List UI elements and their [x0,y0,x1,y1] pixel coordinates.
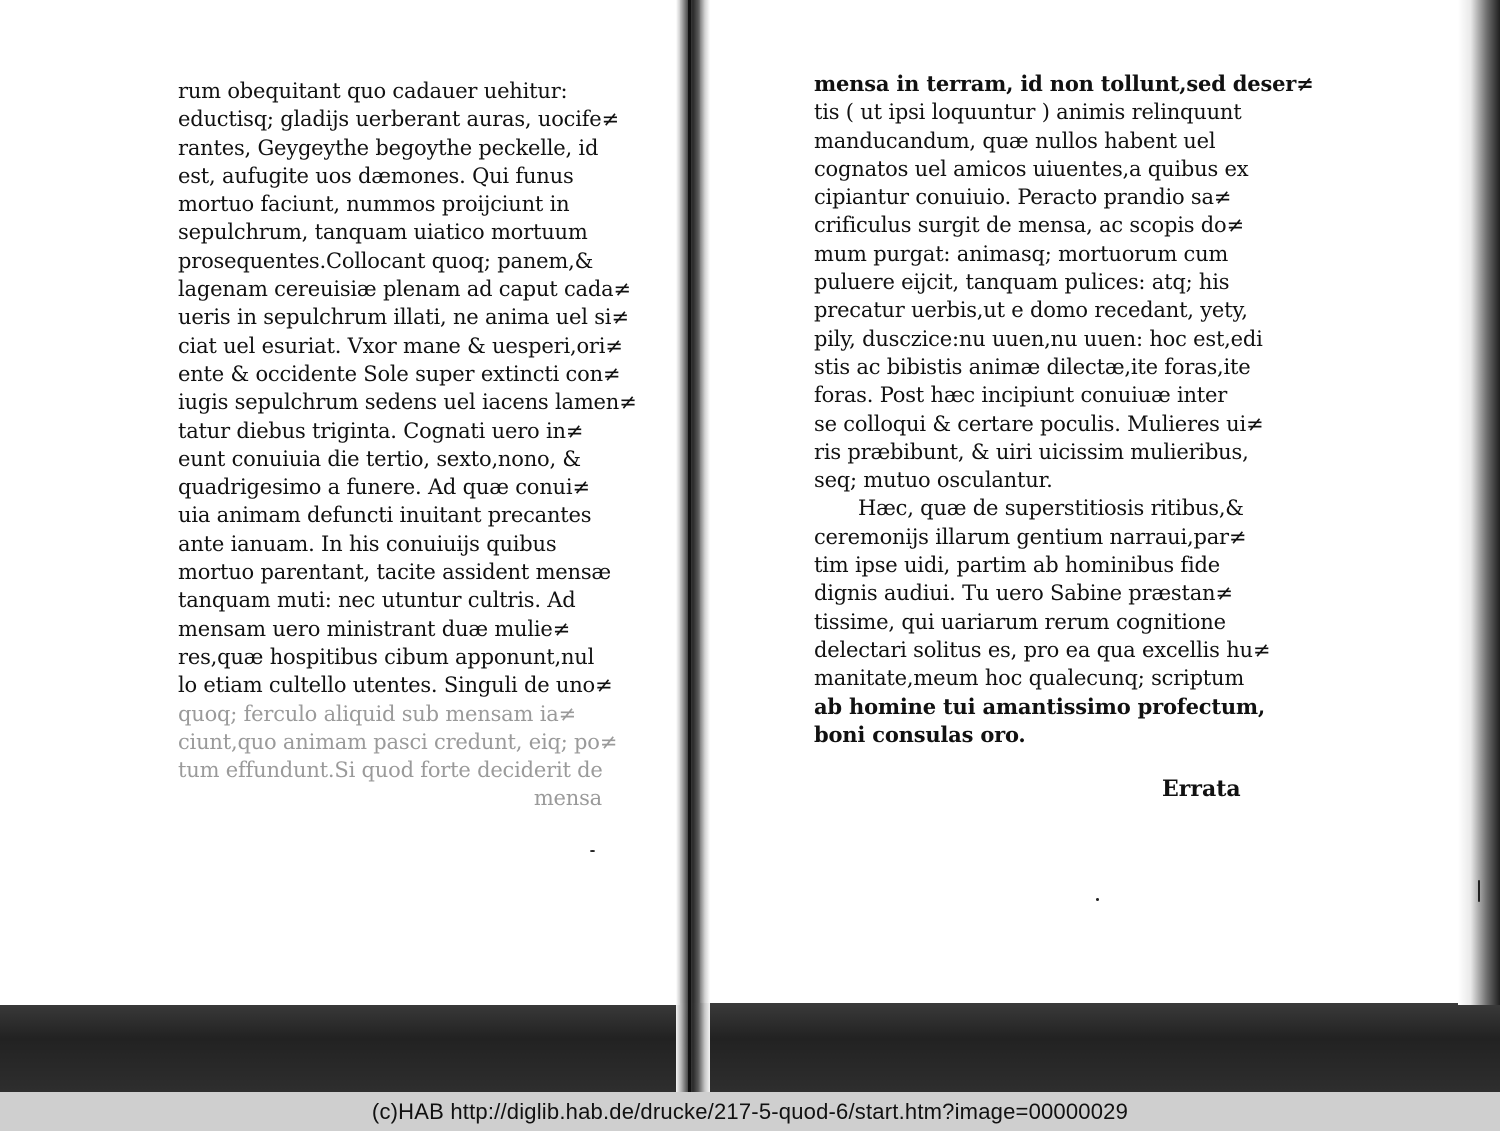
text-line: boni consulas oro. [814,721,1026,747]
book-gutter [676,0,710,1092]
text-line: ris præbibunt, & uiri uicissim mulieribus, [814,439,1249,464]
text-line: res,quæ hospitibus cibum apponunt,nul [178,644,595,669]
text-line: delectari solitus es, pro ea qua excellis hu≠ [814,637,1271,662]
text-line: manducandum, quæ nullos habent uel [814,128,1216,153]
text-line: ueris in sepulchrum illati, ne anima uel si≠ [178,305,629,330]
text-line: iugis sepulchrum sedens uel iacens lamen≠ [178,390,637,415]
right-page-text [814,70,1314,749]
text-line: cipiantur conuiuio. Peracto prandio sa≠ [814,185,1232,210]
text-line: ante ianuam. In his conuiuijs quibus [178,531,557,556]
text-line: est, aufugite uos dæmones. Qui funus [178,163,574,188]
text-line: tatur diebus triginta. Cognati uero in≠ [178,418,584,443]
text-line: crificulus surgit de mensa, ac scopis do≠ [814,213,1244,238]
footer-credit-bar [0,1092,1500,1131]
text-line: ciat uel esuriat. Vxor mane & uesperi,ori≠ [178,333,623,358]
text-line-faded: quoq; ferculo aliquid sub mensam ia≠ [178,701,576,726]
text-line: ente & occidente Sole super extincti con≠ [178,361,621,386]
catchword-left: mensa [533,786,602,811]
text-line: tis ( ut ipsi loquuntur ) animis relinquunt [814,100,1242,125]
text-line: quadrigesimo a funere. Ad quæ conui≠ [178,475,590,500]
text-line: mortuo faciunt, nummos proijciunt in [178,192,570,217]
text-line: lagenam cereuisiæ plenam ad caput cada≠ [178,277,631,302]
text-line: pily, dusczice:nu uuen,nu uuen: hoc est,edi [814,326,1263,351]
text-line-faded: tum effundunt.Si quod forte deciderit de [178,758,603,783]
text-line: stis ac bibistis animæ dilectæ,ite foras,ite [814,354,1251,379]
text-line: cognatos uel amicos uiuentes,a quibus ex [814,156,1249,181]
text-line: mensa in terram, id non tollunt,sed deser≠ [814,71,1314,96]
scan-background-bottom [0,1003,1500,1092]
text-line: manitate,meum hoc qualecunq; scriptum [814,666,1245,691]
text-line: sepulchrum, tanquam uiatico mortuum [178,220,588,245]
scan-speck [590,850,595,852]
text-line: ceremonijs illarum gentium narraui,par≠ [814,524,1247,549]
text-line: ab homine tui amantissimo profectum, [814,693,1266,719]
text-line: eductisq; gladijs uerberant auras, uocife≠ [178,107,619,132]
text-line: mensam uero ministrant duæ mulie≠ [178,616,571,641]
text-line-faded: ciunt,quo animam pasci credunt, eiq; po≠ [178,729,618,754]
footer-credit-text: (c)HAB http://diglib.hab.de/drucke/217-5-quod-6/start.htm?image=00000029 [371,1098,1129,1124]
text-line: seq; mutuo osculantur. [814,468,1053,493]
right-page-edge [1458,0,1500,1005]
text-line: mortuo parentant, tacite assident mensæ [178,560,611,585]
text-line: rum obequitant quo cadauer uehitur: [178,79,568,103]
scan-speck [1478,880,1480,902]
text-line: puluere eijcit, tanquam pulices: atq; his [814,270,1230,295]
text-line: dignis audiui. Tu uero Sabine præstan≠ [814,581,1233,606]
text-line: tissime, qui uariarum rerum cognitione [814,609,1226,634]
scan-speck [1096,898,1099,901]
text-line: rantes, Geygeythe begoythe peckelle, id [178,135,599,160]
text-line: Hæc, quæ de superstitiosis ritibus,& [858,496,1244,521]
text-line: se colloqui & certare poculis. Mulieres ui≠ [814,411,1264,436]
text-line: tanquam muti: nec utuntur cultris. Ad [178,588,576,613]
catchword-errata: Errata [1162,776,1241,802]
left-page-text [178,77,637,813]
gutter-fold-line [688,0,691,1092]
text-line: precatur uerbis,ut e domo recedant, yety, [814,298,1248,323]
text-line: lo etiam cultello utentes. Singuli de uno≠ [178,673,613,698]
text-line: mum purgat: animasq; mortuorum cum [814,241,1229,266]
text-line: eunt conuiuia die tertio, sexto,nono, & [178,446,581,471]
text-line: foras. Post hæc incipiunt conuiuæ inter [814,383,1228,408]
text-line: uia animam defuncti inuitant precantes [178,503,592,528]
text-line: prosequentes.Collocant quoq; panem,& [178,248,594,273]
text-line: tim ipse uidi, partim ab hominibus fide [814,553,1220,578]
